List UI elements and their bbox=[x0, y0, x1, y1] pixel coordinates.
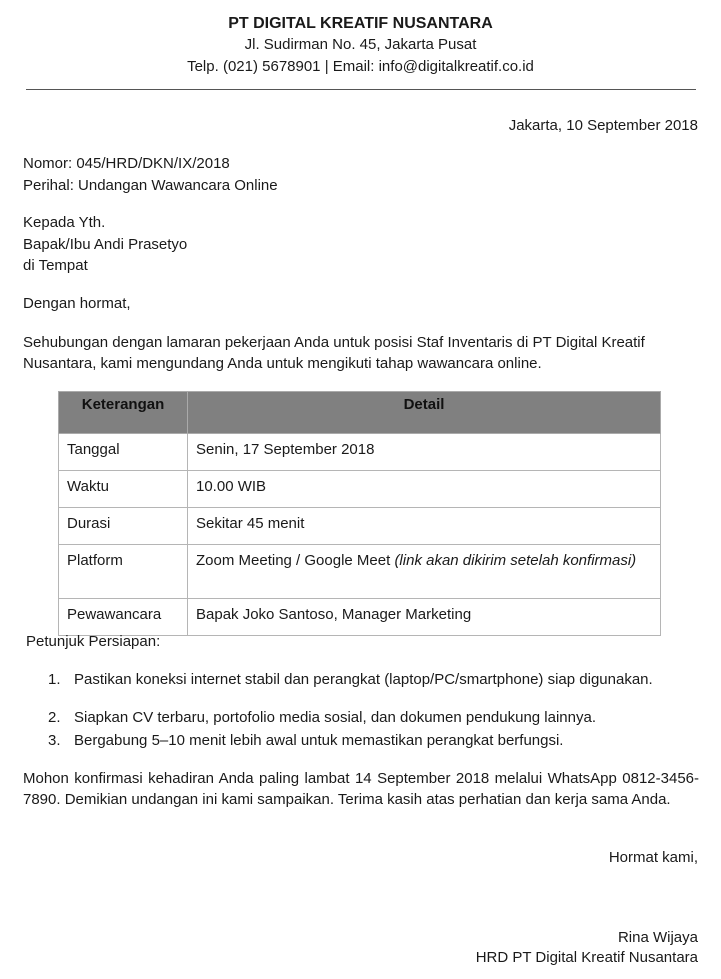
interview-details-table bbox=[58, 391, 661, 636]
header-divider bbox=[26, 89, 696, 90]
recipient-line-1: Kepada Yth. bbox=[23, 214, 106, 231]
letter-date: Jakarta, 10 September 2018 bbox=[508, 117, 698, 134]
closing-salutation: Hormat kami, bbox=[608, 849, 698, 866]
row-key: Tanggal bbox=[59, 434, 188, 471]
row-value: Bapak Joko Santoso, Manager Marketing bbox=[188, 599, 661, 636]
list-item: Bergabung 5–10 menit lebih awal untuk memastikan perangkat berfungsi. bbox=[74, 732, 564, 749]
intro-paragraph: Sehubungan dengan lamaran pekerjaan Anda untuk posisi Staf Inventaris di PT Digital Kreatif Nusantara, kami mengundang Anda untuk mengikuti tahap wawancara online. bbox=[23, 334, 645, 372]
signatory-name: Rina Wijaya bbox=[617, 929, 698, 946]
row-value bbox=[188, 545, 661, 599]
instructions-title: Petunjuk Persiapan: bbox=[26, 633, 161, 650]
list-item-number: 3. bbox=[48, 732, 61, 749]
table-row bbox=[59, 545, 661, 599]
signatory-title: HRD PT Digital Kreatif Nusantara bbox=[475, 949, 698, 966]
row-key: Pewawancara bbox=[59, 599, 188, 636]
row-key: Platform bbox=[59, 545, 188, 599]
platform-value: Zoom Meeting / Google Meet bbox=[196, 552, 395, 569]
platform-note: (link akan dikirim setelah konfirmasi) bbox=[394, 552, 637, 569]
table-header-value: Detail bbox=[188, 392, 661, 434]
list-item: Pastikan koneksi internet stabil dan perangkat (laptop/PC/smartphone) siap digunakan. bbox=[74, 671, 653, 688]
row-value: Sekitar 45 menit bbox=[188, 508, 661, 545]
letter-subject: Perihal: Undangan Wawancara Online bbox=[23, 177, 278, 194]
company-contact: Telp. (021) 5678901 | Email: info@digitalkreatif.co.id bbox=[187, 58, 534, 75]
table-row bbox=[59, 599, 661, 636]
letter-number: Nomor: 045/HRD/DKN/IX/2018 bbox=[23, 155, 230, 172]
list-item-number: 1. bbox=[48, 671, 61, 688]
table-row bbox=[59, 508, 661, 545]
greeting: Dengan hormat, bbox=[23, 295, 131, 312]
row-key: Waktu bbox=[59, 471, 188, 508]
company-name: PT DIGITAL KREATIF NUSANTARA bbox=[228, 15, 493, 32]
closing-paragraph: Mohon konfirmasi kehadiran Anda paling lambat 14 September 2018 melalui WhatsApp 0812-3456-7890. Demikian undangan ini kami sampaikan. Terima kasih atas perhatian dan kerja sama Anda. bbox=[23, 770, 699, 808]
list-item-number: 2. bbox=[48, 709, 61, 726]
recipient-name: Bapak/Ibu Andi Prasetyo bbox=[23, 236, 188, 253]
table-header-row bbox=[59, 392, 661, 434]
row-value: 10.00 WIB bbox=[188, 471, 661, 508]
company-address: Jl. Sudirman No. 45, Jakarta Pusat bbox=[244, 36, 477, 53]
table-row bbox=[59, 471, 661, 508]
row-value: Senin, 17 September 2018 bbox=[188, 434, 661, 471]
list-item: Siapkan CV terbaru, portofolio media sosial, dan dokumen pendukung lainnya. bbox=[74, 709, 596, 726]
table-row bbox=[59, 434, 661, 471]
row-key: Durasi bbox=[59, 508, 188, 545]
table-header-key: Keterangan bbox=[59, 392, 188, 434]
recipient-place: di Tempat bbox=[23, 257, 88, 274]
